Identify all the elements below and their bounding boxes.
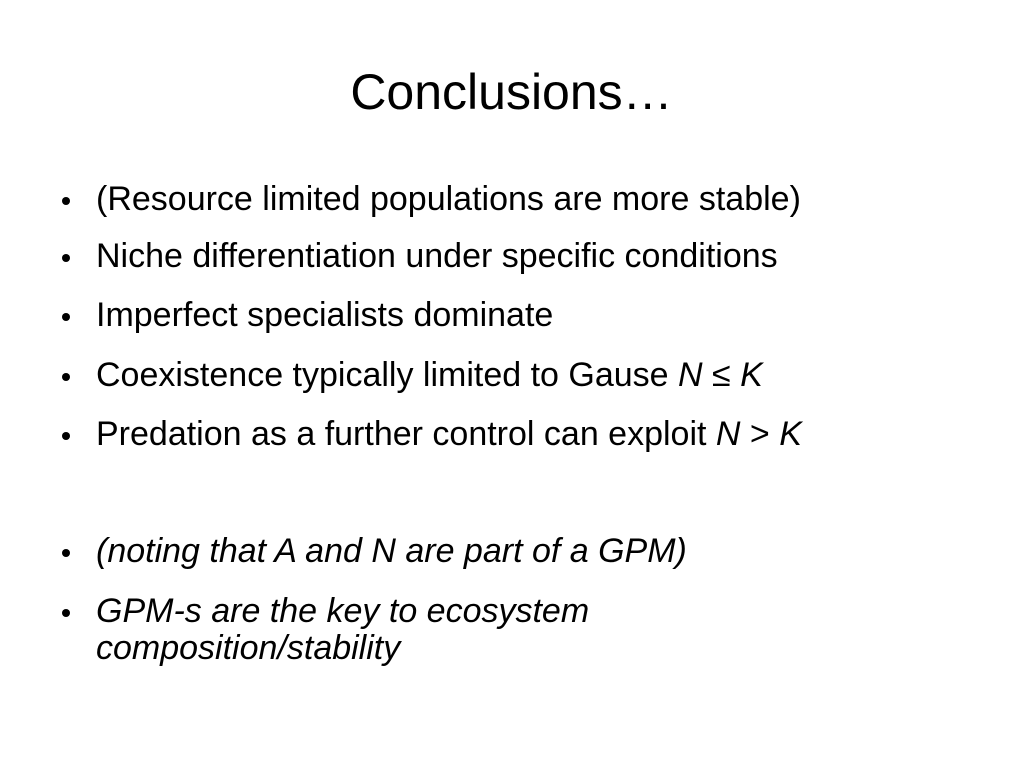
bullet-dot-icon bbox=[62, 373, 70, 381]
operator: > bbox=[740, 415, 780, 453]
bullet-dot-icon bbox=[62, 197, 70, 205]
bullet-text bbox=[96, 357, 976, 394]
bullet-text-line: composition/stability bbox=[96, 629, 401, 667]
bullet-dot-icon bbox=[62, 313, 70, 321]
bullet-text: (noting that A and N are part of a GPM) bbox=[96, 532, 687, 570]
bullet-text-prefix: Predation as a further control can exploit bbox=[96, 415, 716, 453]
slide-title: Conclusions… bbox=[350, 64, 673, 120]
variable-n: N bbox=[678, 356, 703, 394]
bullet-text-line: GPM-s are the key to ecosystem bbox=[96, 592, 590, 630]
bullet-dot-icon bbox=[62, 549, 70, 557]
bullet-text: Niche differentiation under specific conditions bbox=[96, 237, 778, 275]
variable-k: K bbox=[740, 356, 763, 394]
bullet-text bbox=[96, 416, 976, 453]
variable-n: N bbox=[715, 415, 741, 453]
bullet-dot-icon bbox=[62, 254, 70, 262]
bullet-dot-icon bbox=[62, 609, 70, 617]
bullet-dot-icon bbox=[62, 432, 70, 440]
bullet-text bbox=[96, 593, 976, 667]
bullet-text: Imperfect specialists dominate bbox=[96, 296, 554, 334]
bullet-text-prefix: Coexistence typically limited to Gause bbox=[96, 356, 679, 394]
bullet-text: (Resource limited populations are more stable) bbox=[96, 180, 801, 218]
operator: ≤ bbox=[702, 356, 741, 394]
variable-k: K bbox=[779, 415, 802, 453]
